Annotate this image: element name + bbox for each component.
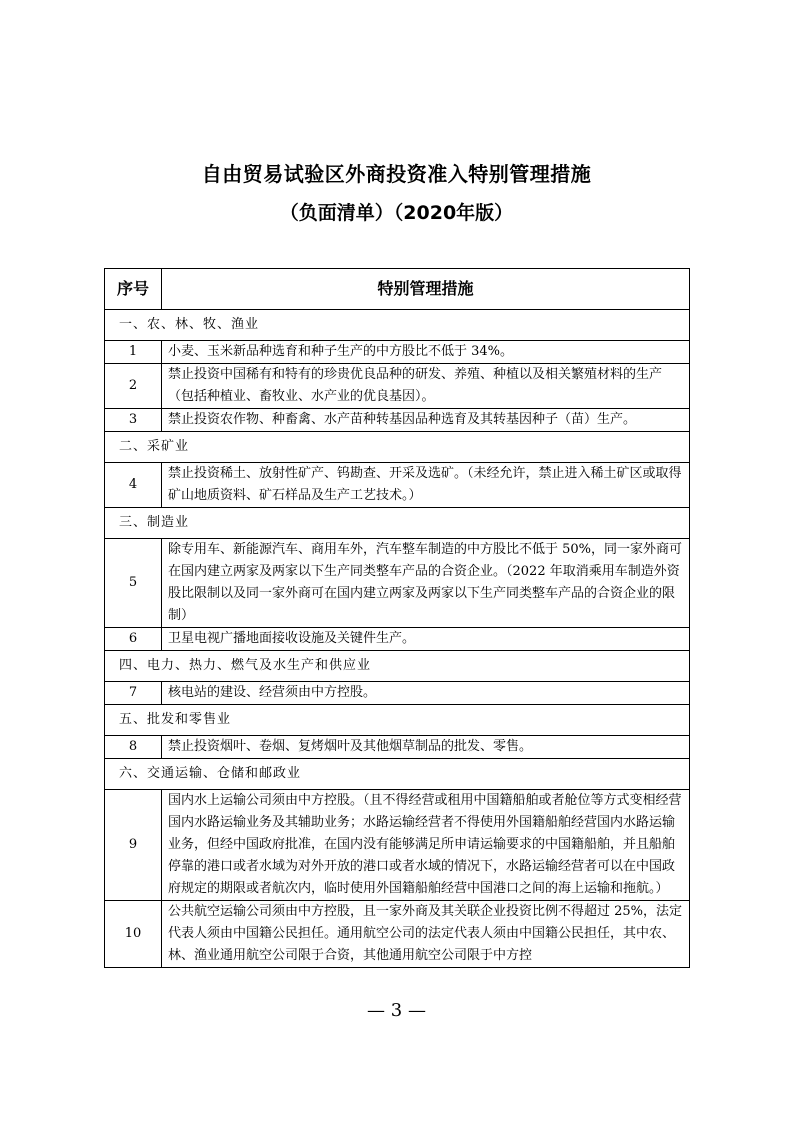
- row-number: 8: [105, 736, 162, 759]
- row-text: 禁止投资中国稀有和特有的珍贵优良品种的研发、养殖、种植以及相关繁殖材料的生产（包括种植业、畜牧业、水产业的优良基因）。: [162, 364, 690, 409]
- row-number: 7: [105, 682, 162, 705]
- row-text: 国内水上运输公司须由中方控股。（且不得经营或租用中国籍船舶或者舱位等方式变相经营国内水路运输业务及其辅助业务；水路运输经营者不得使用外国籍船舶经营国内水路运输业务，但经中国政府批准，在国内没有能够满足所申请运输要求的中国籍船舶，并且船舶停靠的港口或者水域为对外开放的港口或者水域的情况下，水路运输经营者可以在中国政府规定的期限或者航次内，临时使用外国籍船舶经营中国港口之间的海上运输和拖航。）: [162, 790, 690, 901]
- table-header-row: [105, 269, 690, 310]
- header-measures: 特别管理措施: [162, 269, 690, 310]
- section-heading: 三、制造业: [105, 508, 690, 539]
- section-row: [105, 705, 690, 736]
- table-row: [105, 628, 690, 651]
- page-number: — 3 —: [367, 1000, 426, 1021]
- row-text: 除专用车、新能源汽车、商用车外，汽车整车制造的中方股比不低于 50%，同一家外商可在国内建立两家及两家以下生产同类整车产品的合资企业。（2022 年取消乘用车制造外资股比限制以及同一家外商可在国内建立两家及两家以下生产同类整车产品的合资企业的限制）: [162, 539, 690, 628]
- section-heading: 六、交通运输、仓储和邮政业: [105, 759, 690, 790]
- section-row: [105, 432, 690, 463]
- row-number: 9: [105, 790, 162, 901]
- row-number: 3: [105, 409, 162, 432]
- section-heading: 四、电力、热力、燃气及水生产和供应业: [105, 651, 690, 682]
- row-text: 公共航空运输公司须由中方控股，且一家外商及其关联企业投资比例不得超过 25%，法定代表人须由中国籍公民担任。通用航空公司的法定代表人须由中国籍公民担任，其中农、林、渔业通用航空公司限于合资，其他通用航空公司限于中方控: [162, 901, 690, 968]
- document-title: 自由贸易试验区外商投资准入特别管理措施: [201, 162, 592, 186]
- row-number: 5: [105, 539, 162, 628]
- table-row: [105, 539, 690, 628]
- section-heading: 五、批发和零售业: [105, 705, 690, 736]
- row-number: 10: [105, 901, 162, 968]
- table-row: [105, 682, 690, 705]
- table-row: [105, 736, 690, 759]
- row-number: 4: [105, 463, 162, 508]
- section-heading: 二、采矿业: [105, 432, 690, 463]
- row-text: 卫星电视广播地面接收设施及关键件生产。: [162, 628, 690, 651]
- section-row: [105, 651, 690, 682]
- section-row: [105, 508, 690, 539]
- section-row: [105, 310, 690, 341]
- section-heading: 一、农、林、牧、渔业: [105, 310, 690, 341]
- table-row: [105, 341, 690, 364]
- table-row: [105, 409, 690, 432]
- header-serial-number: 序号: [105, 269, 162, 310]
- row-text: 禁止投资稀土、放射性矿产、钨勘查、开采及选矿。（未经允许，禁止进入稀土矿区或取得矿山地质资料、矿石样品及生产工艺技术。）: [162, 463, 690, 508]
- table-row: [105, 463, 690, 508]
- measures-table: [104, 268, 690, 968]
- table-row: [105, 790, 690, 901]
- row-text: 小麦、玉米新品种选育和种子生产的中方股比不低于 34%。: [162, 341, 690, 364]
- row-number: 6: [105, 628, 162, 651]
- table-row: [105, 364, 690, 409]
- row-text: 核电站的建设、经营须由中方控股。: [162, 682, 690, 705]
- section-row: [105, 759, 690, 790]
- row-text: 禁止投资农作物、种畜禽、水产苗种转基因品种选育及其转基因种子（苗）生产。: [162, 409, 690, 432]
- row-number: 1: [105, 341, 162, 364]
- document-subtitle: （负面清单）（2020年版）: [279, 202, 514, 224]
- row-number: 2: [105, 364, 162, 409]
- table-row: [105, 901, 690, 968]
- row-text: 禁止投资烟叶、卷烟、复烤烟叶及其他烟草制品的批发、零售。: [162, 736, 690, 759]
